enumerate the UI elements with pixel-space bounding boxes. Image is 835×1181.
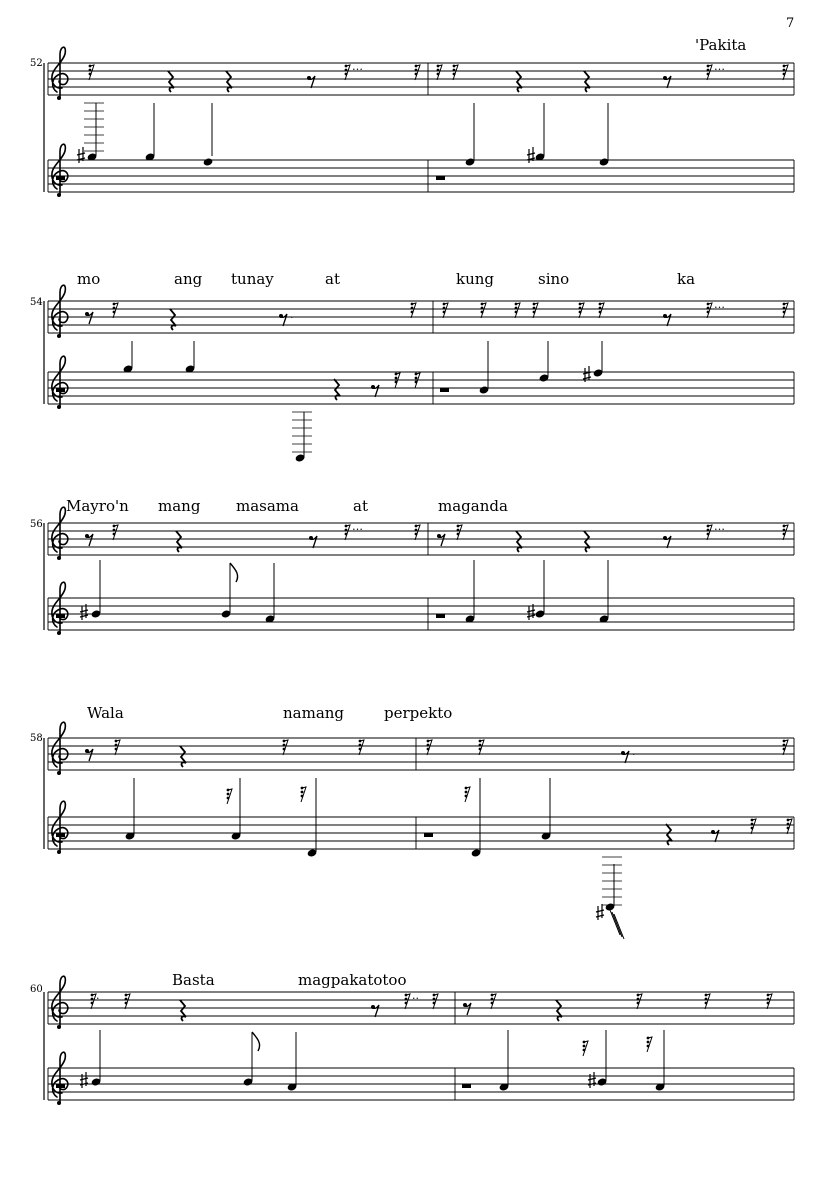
whole-rest [436,176,445,180]
treble-clef-icon [52,1052,68,1105]
svg-text:…: … [714,520,725,533]
system-52 [30,36,794,197]
lyric: at [325,270,340,288]
lyric: Wala [87,704,124,722]
lyric: mo [77,270,101,288]
measure-number: 58 [30,733,43,744]
lyric: Basta [172,971,215,989]
measure-number: 54 [30,297,43,308]
svg-text:..: .. [412,989,419,1002]
lyric: magpakatotoo [298,971,407,989]
lyric: sino [538,270,570,288]
lyric: at [353,497,368,515]
lyric: ka [677,270,696,288]
treble-clef-icon [52,976,68,1029]
whole-rest [436,614,445,618]
lyric: mang [158,497,201,515]
whole-rest [56,614,65,618]
lyric: Mayro'n [66,497,129,515]
treble-clef-icon [52,144,68,197]
upper-staff [48,992,794,1024]
treble-clef-icon [52,582,68,635]
lyric: kung [456,270,495,288]
lyric: ang [174,270,203,288]
notes-upper [80,520,788,624]
lyric: 'Pakita [695,36,747,54]
system-56 [30,497,794,635]
notes-upper [85,740,788,858]
svg-text:.: . [96,989,100,1002]
treble-clef-icon [52,801,68,854]
upper-staff [48,301,794,333]
whole-rest [56,176,65,180]
notes-upper [77,60,788,167]
measure-number: 52 [30,58,43,69]
lower-staff [44,738,794,849]
lyric: tunay [231,270,274,288]
treble-clef-icon [52,285,68,338]
upper-staff [48,523,794,555]
page-number: 7 [786,16,795,31]
svg-text:.: . [632,745,636,758]
whole-rest [56,1084,65,1088]
svg-text:…: … [352,520,363,533]
upper-staff [48,738,794,770]
measure-number: 56 [30,519,43,530]
notes-lower [56,819,792,939]
svg-text:.: . [290,308,294,321]
system-54 [30,270,794,463]
system-60 [30,971,794,1105]
lower-staff [44,63,794,192]
lyric: masama [236,497,299,515]
treble-clef-icon [52,47,68,100]
measure-number: 60 [30,984,43,995]
svg-text:…: … [714,60,725,73]
treble-clef-icon [52,507,68,560]
svg-text:…: … [352,60,363,73]
svg-text:…: … [714,298,725,311]
lyric: namang [283,704,345,722]
lyric: perpekto [384,704,453,722]
notes-lower [56,373,449,463]
lower-staff [44,301,794,404]
treble-clef-icon [52,722,68,775]
whole-rest [462,1084,471,1088]
system-58 [30,704,794,939]
upper-staff [48,63,794,95]
treble-clef-icon [52,356,68,409]
lyric: maganda [438,497,508,515]
